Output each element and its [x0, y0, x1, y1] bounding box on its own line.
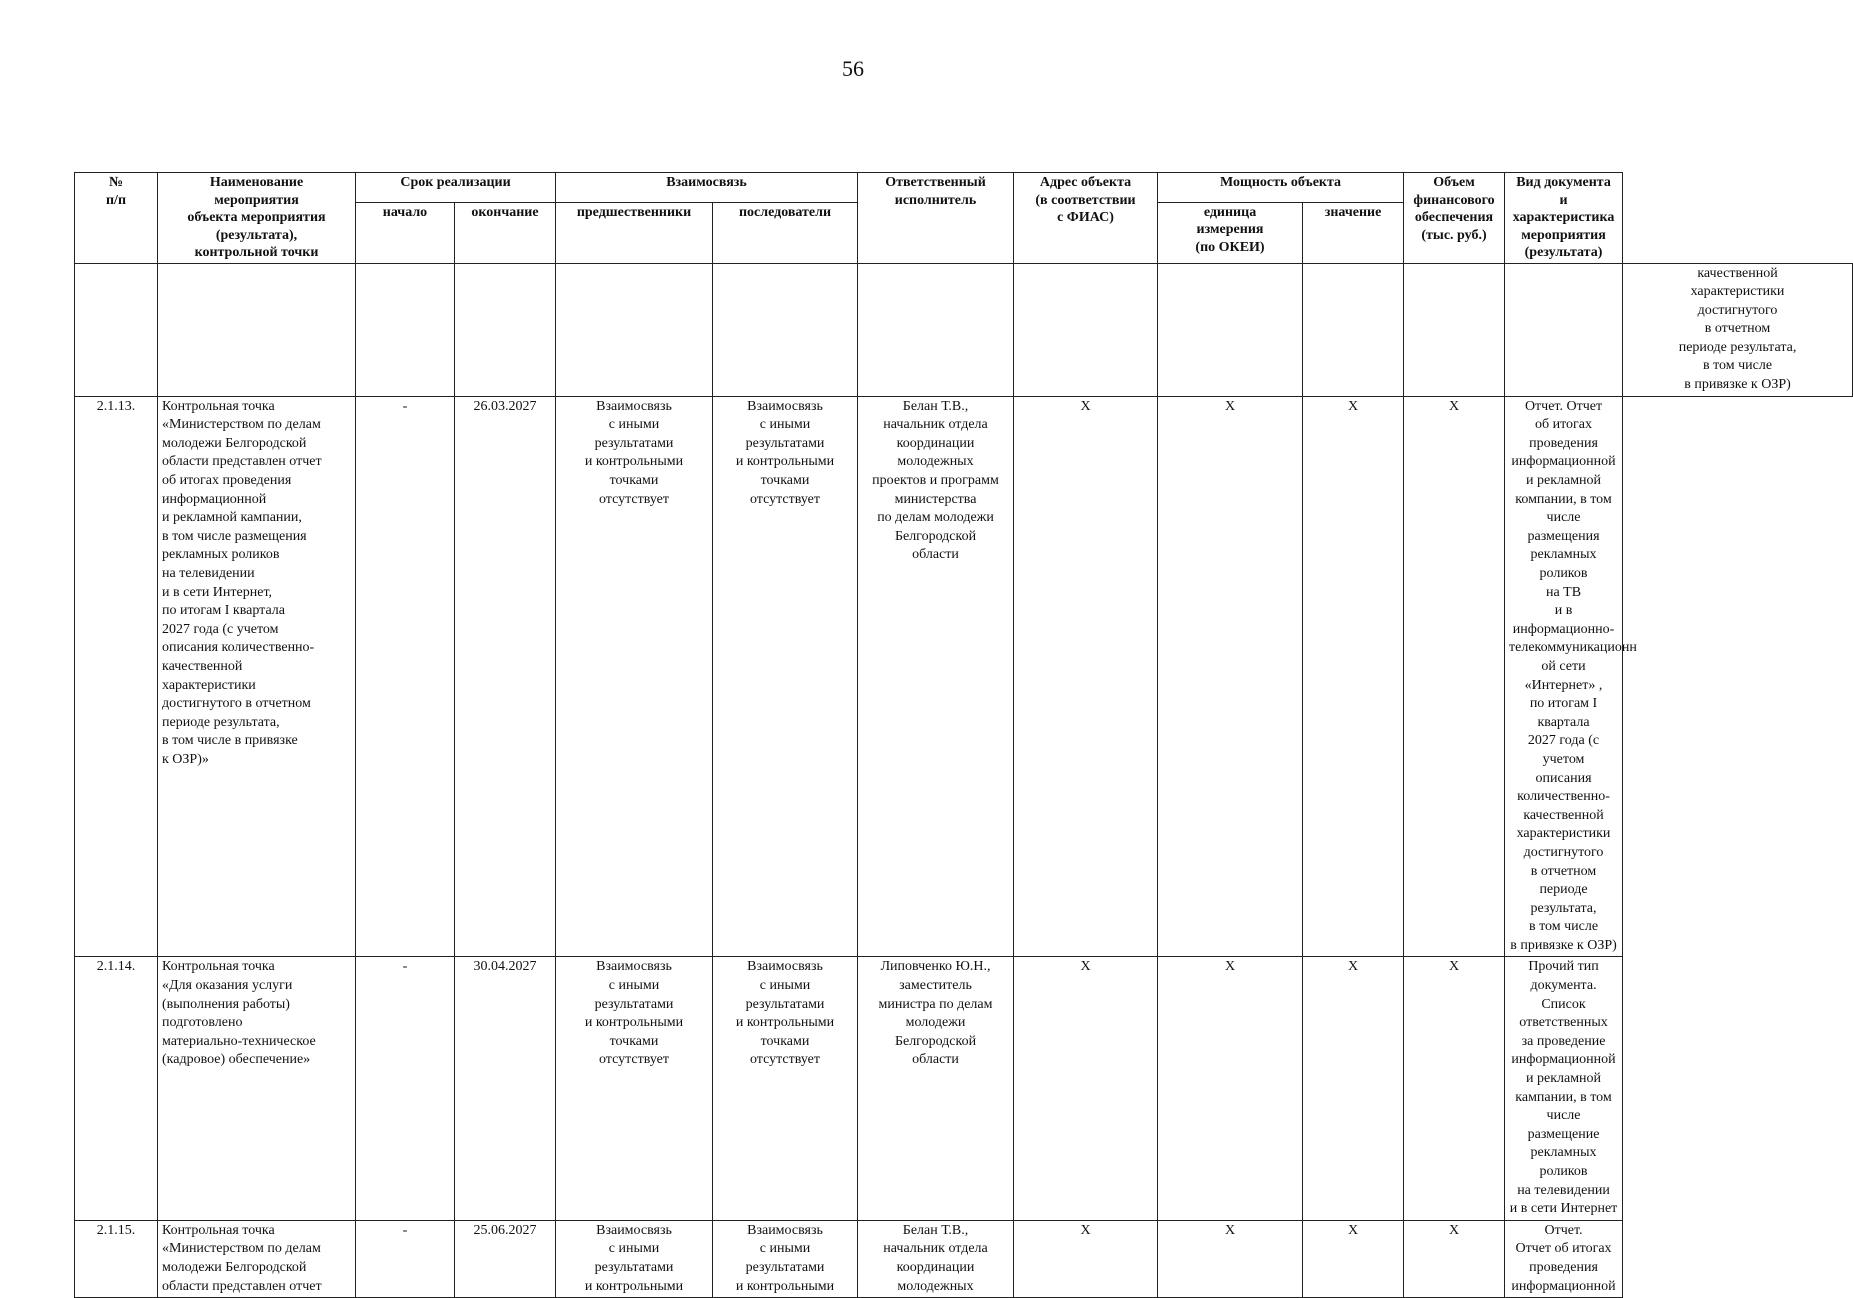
cell-pred: Взаимосвязь с иными результатами и контрольными: [556, 1220, 713, 1297]
cell-address: X: [1014, 396, 1158, 957]
header-finance: Объем финансового обеспечения (тыс. руб.): [1404, 173, 1505, 264]
cell-capacity-unit: X: [1158, 1220, 1303, 1297]
table-header-row: [75, 173, 1853, 203]
cell-doc-type: качественной характеристики достигнутого в отчетном периоде результата, в том числе в привязке к ОЗР): [1623, 263, 1853, 396]
cell-name: Контрольная точка «Министерством по делам молодежи Белгородской области представлен отчет: [158, 1220, 356, 1297]
cell-finance: X: [1404, 1220, 1505, 1297]
header-capacity: Мощность объекта: [1158, 173, 1404, 203]
header-link-succ: последователи: [713, 202, 858, 263]
cell-capacity-value: X: [1303, 1220, 1404, 1297]
cell-capacity-unit: X: [1158, 957, 1303, 1220]
cell-start: -: [356, 396, 455, 957]
cell-num: 2.1.15.: [75, 1220, 158, 1297]
header-responsible: Ответственный исполнитель: [858, 173, 1014, 264]
cell-empty: [1158, 263, 1303, 396]
table-row: [75, 957, 1853, 1220]
cell-address: X: [1014, 1220, 1158, 1297]
cell-empty: [858, 263, 1014, 396]
page-number: 56: [842, 56, 864, 81]
cell-end: 26.03.2027: [455, 396, 556, 957]
cell-num: 2.1.13.: [75, 396, 158, 957]
table-row: [75, 1220, 1853, 1297]
cell-doc-type: Прочий тип документа. Список ответственных за проведение информационной и рекламной кампании, в том числе размещение рекламных роликов на телевидении и в сети Интернет: [1505, 957, 1623, 1220]
header-doc-type: Вид документа и характеристика мероприятия (результата): [1505, 173, 1623, 264]
cell-end: 25.06.2027: [455, 1220, 556, 1297]
header-link-pred: предшественники: [556, 202, 713, 263]
cell-end: 30.04.2027: [455, 957, 556, 1220]
cell-succ: Взаимосвязь с иными результатами и контрольными точками отсутствует: [713, 957, 858, 1220]
cell-start: -: [356, 957, 455, 1220]
header-address: Адрес объекта (в соответствии с ФИАС): [1014, 173, 1158, 264]
cell-pred: Взаимосвязь с иными результатами и контрольными точками отсутствует: [556, 957, 713, 1220]
header-period: Срок реализации: [356, 173, 556, 203]
cell-succ: Взаимосвязь с иными результатами и контрольными точками отсутствует: [713, 396, 858, 957]
header-link: Взаимосвязь: [556, 173, 858, 203]
cell-empty: [713, 263, 858, 396]
plan-table: [74, 172, 1853, 1298]
cell-empty: [556, 263, 713, 396]
cell-name: Контрольная точка «Для оказания услуги (выполнения работы) подготовлено материально-техническое (кадровое) обеспечение»: [158, 957, 356, 1220]
header-period-start: начало: [356, 202, 455, 263]
cell-start: -: [356, 1220, 455, 1297]
cell-empty: [1014, 263, 1158, 396]
cell-num: 2.1.14.: [75, 957, 158, 1220]
cell-finance: X: [1404, 396, 1505, 957]
table-row: [75, 396, 1853, 957]
cell-address: X: [1014, 957, 1158, 1220]
cell-doc-type: Отчет. Отчет об итогах проведения информационной: [1505, 1220, 1623, 1297]
cell-capacity-unit: X: [1158, 396, 1303, 957]
header-capacity-value: значение: [1303, 202, 1404, 263]
cell-empty: [356, 263, 455, 396]
cell-empty: [1404, 263, 1505, 396]
cell-empty: [158, 263, 356, 396]
header-name: Наименование мероприятия объекта мероприятия (результата), контрольной точки: [158, 173, 356, 264]
cell-empty: [1505, 263, 1623, 396]
cell-capacity-value: X: [1303, 957, 1404, 1220]
cell-capacity-value: X: [1303, 396, 1404, 957]
table-row-continuation: [75, 263, 1853, 396]
cell-finance: X: [1404, 957, 1505, 1220]
cell-empty: [1303, 263, 1404, 396]
cell-responsible: Белан Т.В., начальник отдела координации молодежных проектов и программ министерства по делам молодежи Белгородской области: [858, 396, 1014, 957]
cell-empty: [75, 263, 158, 396]
cell-succ: Взаимосвязь с иными результатами и контрольными: [713, 1220, 858, 1297]
cell-doc-type: Отчет. Отчет об итогах проведения информационной и рекламной компании, в том числе размещения рекламных роликов на ТВ и в информационно- телекоммуникационн ой сети «Интернет» , по итогам I квартала 2027 года (с учетом описания количественно- качественной характеристики достигнутого в отчетном периоде результата, в том числе в привязке к ОЗР): [1505, 396, 1623, 957]
cell-responsible: Белан Т.В., начальник отдела координации молодежных: [858, 1220, 1014, 1297]
cell-empty: [455, 263, 556, 396]
cell-responsible: Липовченко Ю.Н., заместитель министра по делам молодежи Белгородской области: [858, 957, 1014, 1220]
cell-pred: Взаимосвязь с иными результатами и контрольными точками отсутствует: [556, 396, 713, 957]
header-num: № п/п: [75, 173, 158, 264]
header-capacity-unit: единица измерения (по ОКЕИ): [1158, 202, 1303, 263]
cell-name: Контрольная точка «Министерством по делам молодежи Белгородской области представлен отчет об итогах проведения информационной и рекламной кампании, в том числе размещения рекламных роликов на телевидении и в сети Интернет, по итогам I квартала 2027 года (с учетом описания количественно- качественной характеристики достигнутого в отчетном периоде результата, в том числе в привязке к ОЗР)»: [158, 396, 356, 957]
header-period-end: окончание: [455, 202, 556, 263]
